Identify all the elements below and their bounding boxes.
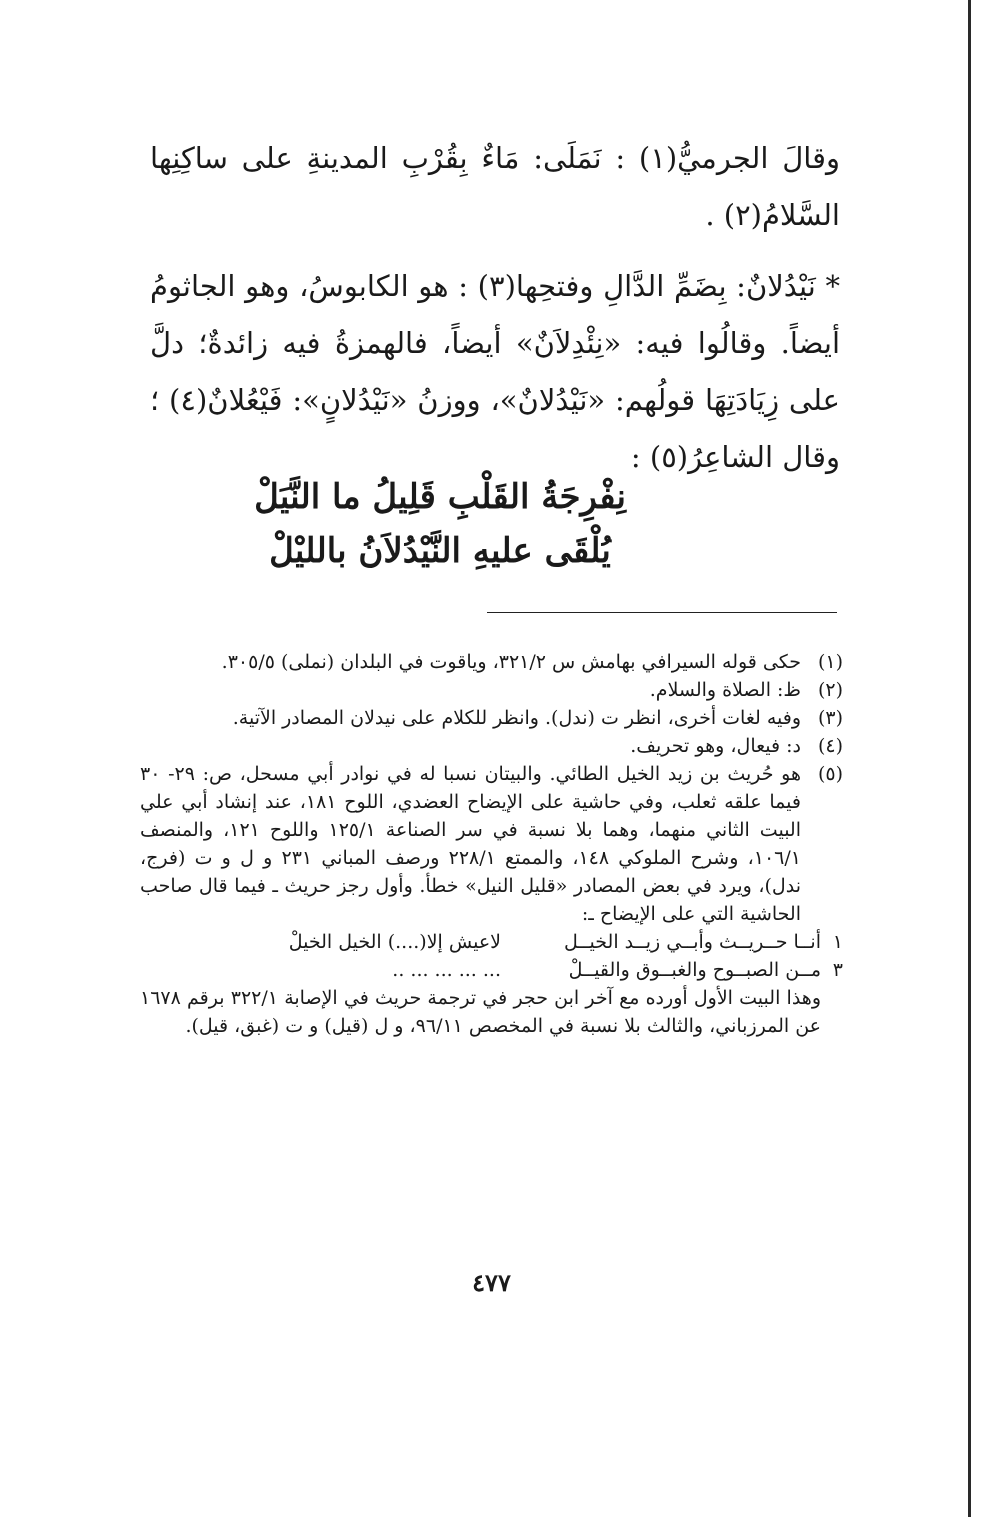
page-number: ٤٧٧ (472, 1268, 511, 1297)
footnote-separator (487, 612, 837, 613)
footnote-3 (140, 704, 843, 732)
footnote-text: وفيه لغات أخرى، انظر ت (ندل). وانظر للكلام على نيدلان المصادر الآتية. (232, 707, 801, 729)
footnote-text: ظ: الصلاة والسلام. (649, 679, 801, 701)
poem-second-hemistich: لاعيش إلا(....) الخيل الخيلْ (288, 931, 501, 953)
verse-line-2: يُلْقَى عليهِ النَّيْدُلاَنُ بالليْلْ (269, 531, 611, 571)
verse-block (180, 470, 700, 578)
poem-line-number: ١ (832, 931, 843, 953)
footnote-2 (140, 676, 843, 704)
paragraph-jarmi: وقالَ الجرميُّ(١) : نَمَلَى: مَاءٌ بِقُرْبِ المدينةِ على ساكِنِها السَّلامُ(٢) . (150, 141, 841, 232)
footnote-continuation: وهذا البيت الأول أورده مع آخر ابن حجر في ترجمة حريث في الإصابة ٣٢٢/١ برقم ١٦٧٨ عن المرزباني، والثالث بلا نسبة في المخصص ٩٦/١١، و ل (قيل) و ت (غبق، قيل). (140, 987, 822, 1037)
verse-line-1: نِفْرِجَةُ القَلْبِ قَلِيلُ ما النَّيَلْ (254, 477, 626, 517)
poem-line-number: ٣ (832, 959, 843, 981)
footnote-1 (140, 648, 843, 676)
paragraph-naydulan: * نَيْدُلانٌ: بِضَمِّ الدَّالِ وفتحِها(٣) : هو الكابوسُ، وهو الجاثومُ أيضاً. وقالُوا فيه: «نِئْدِلاَنٌ» أيضاً، فالهمزةُ فيه زائدةٌ؛ دلَّ على زِيَادَتِهَا قولُهم: «نَيْدُلانٌ»، ووزنُ «نَيْدُلانٍ»: فَيْعُلانٌ(٤) ؛ وقال الشاعِرُ(٥) : (150, 269, 840, 474)
poem-first-hemistich: مــن الصبــوح والغبــوق والقيــلْ (568, 959, 821, 981)
main-text (150, 130, 840, 486)
footnote-number: (٣) (817, 707, 843, 729)
footnote-number: (٤) (817, 735, 843, 757)
footnotes (140, 648, 843, 1040)
poem-first-hemistich: أنــا حــريــث وأبــي زيــد الخيــل (564, 931, 821, 953)
footnote-text: حكى قوله السيرافي بهامش س ٣٢١/٢، وياقوت في البلدان (نملى) ٣٠٥/٥. (221, 651, 801, 673)
footnote-5 (140, 760, 843, 928)
footnote-text: هو حُريث بن زيد الخيل الطائي. والبيتان نسبا له في نوادر أبي مسحل، ص: ٢٩- ٣٠ فيما علقه ثعلب، وفي حاشية على الإيضاح العضدي، اللوح ١٨١، عند إنشاد أبي علي البيت الثاني منهما، وهما بلا نسبة في سر الصناعة ١٢٥/١ واللوح ١٢١، والمنصف ١٠٦/١، وشرح الملوكي ١٤٨، والممتع ٢٢٨/١ ورصف المباني ٢٣١ و ل و ت (فرج، ندل)، ويرد في بعض المصادر «قليل النيل» خطأ. وأول رجز حريث ـ فيما قال صاحب الحاشية التي على الإيضاح ـ: (140, 763, 802, 925)
footnote-number: (٥) (817, 763, 843, 785)
footnote-text: د: فيعال، وهو تحريف. (630, 735, 801, 757)
poem-second-hemistich: ... ... ... ... .. (392, 959, 501, 981)
poem-line-3 (140, 956, 843, 984)
footnote-number: (٢) (817, 679, 843, 701)
footnote-number: (١) (817, 651, 843, 673)
footnote-4 (140, 732, 843, 760)
poem-line-1 (140, 928, 843, 956)
